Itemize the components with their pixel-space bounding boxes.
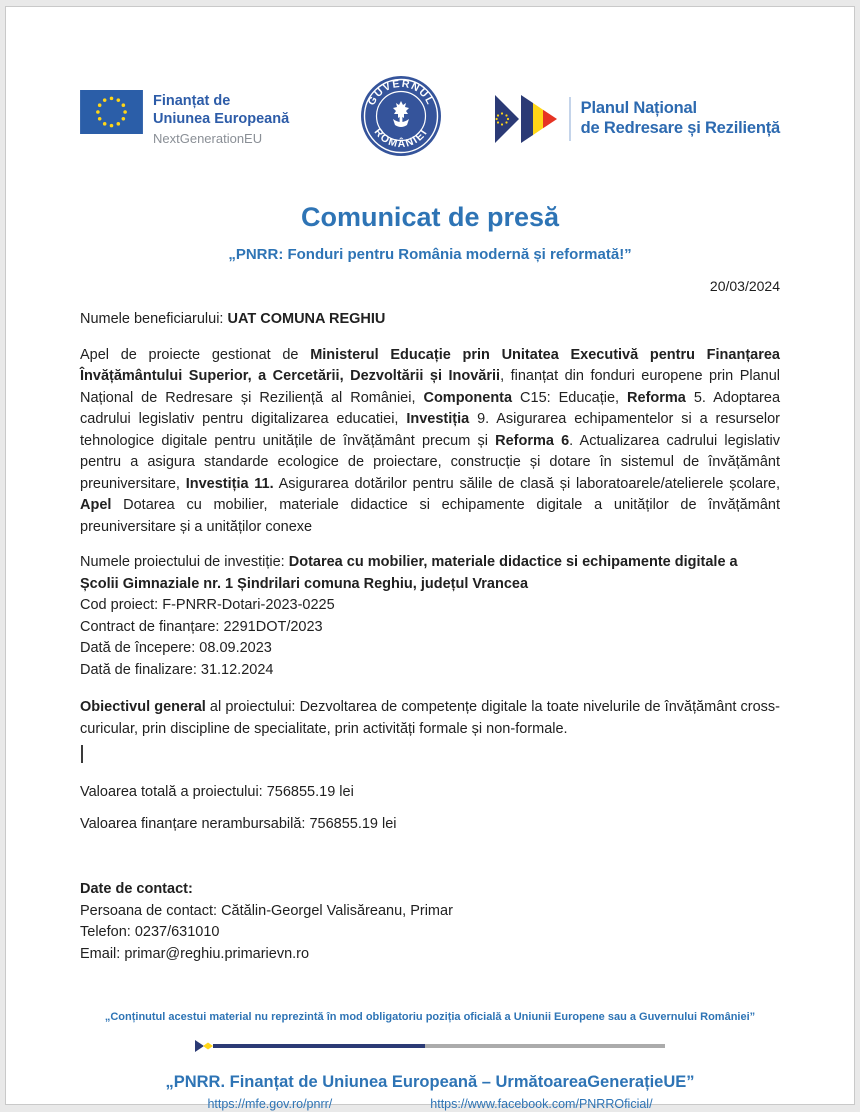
eu-funding-logo xyxy=(80,90,289,148)
document-body xyxy=(80,309,780,965)
grant-value-line: Valoarea finanțare nerambursabilă: 756855.19 lei xyxy=(80,815,397,832)
eu-logo-line2: Uniunea Europeană xyxy=(153,110,290,127)
text-cursor xyxy=(81,745,83,763)
project-name-line: Numele proiectului de investiție: Dotarea cu mobilier, materiale didactice si echipamente digitale a Școlii Gimnaziale nr. 1 Șindrilari comuna Reghiu, județul Vrancea xyxy=(80,554,738,592)
government-of-romania-seal xyxy=(360,75,442,162)
project-code-line: Cod proiect: F-PNRR-Dotari-2023-0225 xyxy=(80,597,335,613)
contact-person-line: Persoana de contact: Cătălin-Georgel Valisăreanu, Primar xyxy=(80,902,453,919)
project-start-date-line: Dată de începere: 08.09.2023 xyxy=(80,640,272,656)
pnrr-logo-line2: de Redresare și Reziliență xyxy=(580,118,780,137)
total-value-line: Valoarea totală a proiectului: 756855.19 lei xyxy=(80,784,354,800)
seal-text-bottom: ROMÂNIEI xyxy=(371,126,431,151)
project-details-block xyxy=(80,552,780,681)
contact-phone-line: Telefon: 0237/631010 xyxy=(80,924,220,940)
logos-row xyxy=(80,7,780,162)
document-page xyxy=(5,6,855,1111)
eu-logo-line1: Finanțat de xyxy=(153,92,231,109)
divider-gray-bar xyxy=(425,1044,666,1049)
beneficiary-paragraph: Numele beneficiarului: UAT COMUNA REGHIU xyxy=(80,311,386,327)
contact-heading: Date de contact: xyxy=(80,881,193,897)
footer-disclaimer: „Conținutul acestui material nu reprezintă în mod obligatoriu poziția oficială a Uniunii Europene sau a Guvernului României” xyxy=(104,1011,756,1023)
eu-logo-caption xyxy=(153,90,289,148)
seal-text-top: GUVERNUL xyxy=(365,77,437,108)
pnrr-logo-separator xyxy=(569,97,571,141)
eu-logo-line3: NextGenerationEU xyxy=(153,131,263,146)
objective-paragraph: Obiectivul general al proiectului: Dezvoltarea de competențe digitale la toate nivelurile de învățământ cross-curicular, prin discipline de specialitate, prin activități formale și non-formale. xyxy=(80,699,780,737)
pnrr-logo-caption xyxy=(581,99,780,139)
footer-divider xyxy=(195,1040,665,1052)
link-mfe-pnrr[interactable]: https://mfe.gov.ro/pnrr/ xyxy=(207,1097,333,1111)
divider-arrow-icon xyxy=(195,1040,215,1052)
divider-navy-bar xyxy=(213,1044,425,1049)
link-facebook-pnrr[interactable]: https://www.facebook.com/PNRROficial/ xyxy=(430,1097,653,1111)
document-date: 20/03/2024 xyxy=(709,278,780,294)
project-end-date-line: Dată de finalizare: 31.12.2024 xyxy=(80,661,274,678)
pnrr-arrows-icon xyxy=(495,94,559,144)
contact-email-line: Email: primar@reghiu.primarievn.ro xyxy=(80,945,310,962)
footer-links xyxy=(80,1097,780,1111)
project-contract-line: Contract de finanțare: 2291DOT/2023 xyxy=(80,618,323,635)
pnrr-logo xyxy=(495,94,780,144)
page-title: Comunicat de presă xyxy=(300,202,560,232)
call-description-paragraph: Apel de proiecte gestionat de Ministerul Educație prin Unitatea Executivă pentru Finanțarea Învățământului Superior, a Cercetării, Dezvoltării și Inovării, finanțat din fonduri europene prin Planul Național de Redresare și Reziliență al României, Componenta C15: Educație, Reforma 5. Adoptarea cadrului legislativ pentru digitalizarea educatiei, Investiția 9. Asigurarea echipamentelor si a resurselor tehnologice digitale pentru unitățile de învățământ precum și Reforma 6. Actualizarea cadrului legislativ pentru a asigura standarde ecologice de proiectare, construcție și dotare în sistemul de învățământ preuniversitare, Investiția 11. Asigurarea dotărilor pentru sălile de clasă și laboratoarele/atelierele școlare, Apel Dotarea cu mobilier, materiale didactice si echipamente digitale a unităților de învățământ preuniversitare și a unităților conexe xyxy=(80,346,781,535)
pnrr-logo-line1: Planul Național xyxy=(580,98,697,117)
footer-motto: „PNRR. Finanțat de Uniunea Europeană – UrmătoareaGenerațieUE” xyxy=(165,1073,695,1091)
contact-block xyxy=(80,879,780,965)
eu-flag-icon xyxy=(80,90,143,134)
government-seal-icon xyxy=(360,75,442,157)
page-subtitle: „PNRR: Fonduri pentru România modernă și reformată!” xyxy=(228,246,632,263)
